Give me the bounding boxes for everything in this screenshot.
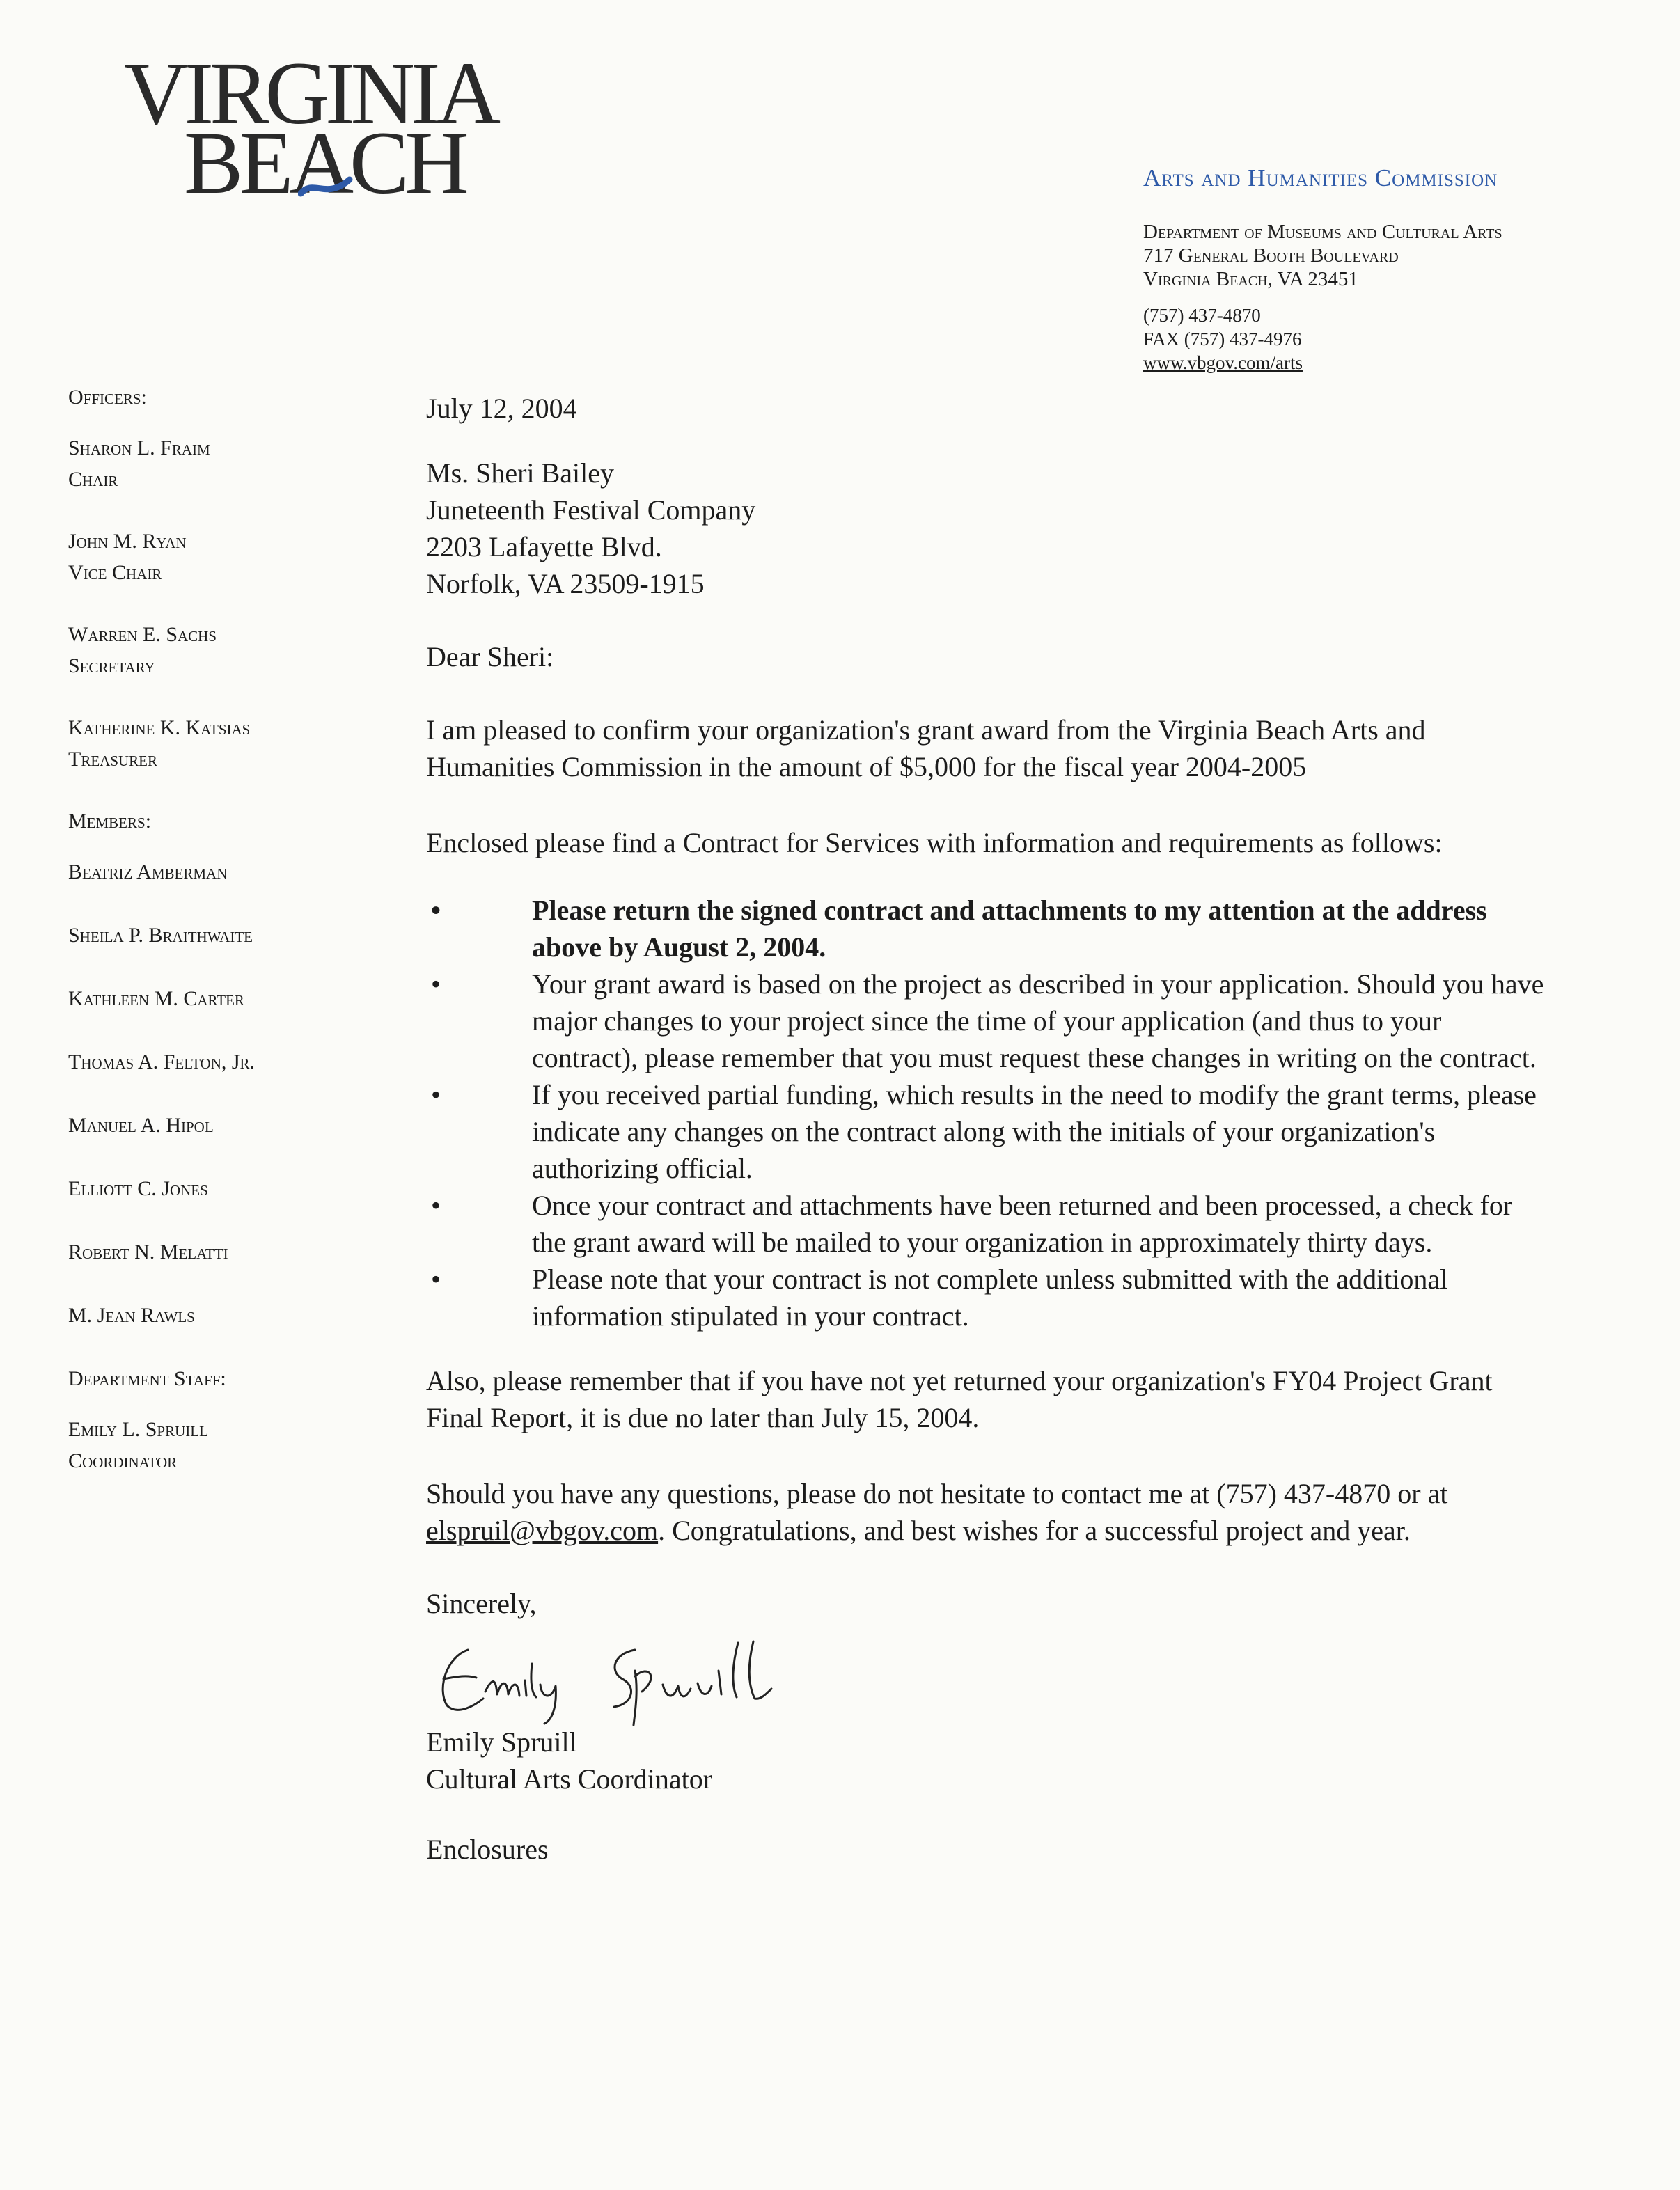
logo-wave-icon: [298, 173, 354, 200]
recipient-line: Ms. Sheri Bailey: [426, 457, 614, 489]
members-heading: Members:: [68, 810, 152, 833]
member-name: Thomas A. Felton, Jr.: [68, 1050, 256, 1073]
officer-entry: [68, 619, 361, 682]
officer-title: Treasurer: [68, 748, 158, 771]
closing: Sincerely,: [426, 1588, 537, 1619]
staff-title: Coordinator: [68, 1449, 178, 1472]
list-item: • Your grant award is based on the project as described in your application. Should you have major changes to your project since the time of your application (and thus to your contract), please remember that you must request these changes in writing on the contract.: [426, 966, 1547, 1076]
email-link[interactable]: elspruil@vbgov.com: [426, 1515, 659, 1546]
paragraph-contact: [426, 1475, 1547, 1549]
salutation: Dear Sheri:: [426, 641, 554, 672]
website-link[interactable]: www.vbgov.com/arts: [1143, 352, 1303, 373]
recipient-line: Juneteenth Festival Company: [426, 494, 756, 526]
recipient-line: Norfolk, VA 23509-1915: [426, 568, 705, 599]
officer-name: John M. Ryan: [68, 530, 187, 553]
member-name: Sheila P. Braithwaite: [68, 924, 253, 947]
contact-block: [1143, 220, 1502, 375]
officer-title: Vice Chair: [68, 561, 162, 584]
signer-title: Cultural Arts Coordinator: [426, 1763, 713, 1795]
logo-line-2: BEACH: [184, 113, 465, 212]
member-name: Elliott C. Jones: [68, 1177, 208, 1200]
officers-heading: Officers:: [68, 386, 147, 409]
member-name: Robert N. Melatti: [68, 1240, 228, 1263]
officer-entry: [68, 526, 361, 588]
list-item: • Please return the signed contract and attachments to my attention at the address above by August 2, 2004.: [426, 892, 1547, 966]
recipient-line: 2203 Lafayette Blvd.: [426, 531, 662, 562]
commission-name: Arts and Humanities Commission: [1143, 164, 1498, 191]
staff-name: Emily L. Spruill: [68, 1418, 208, 1441]
contact-text: Should you have any questions, please do not hesitate to contact me at (757) 437-4870 or at: [426, 1478, 1448, 1509]
officer-entry: [68, 432, 361, 495]
officer-title: Secretary: [68, 654, 155, 677]
staff-entry: [68, 1414, 361, 1476]
virginia-beach-logo: [124, 44, 528, 212]
city-address: Virginia Beach, VA 23451: [1143, 268, 1358, 290]
staff-heading: Department Staff:: [68, 1367, 226, 1390]
handwritten-signature: [426, 1622, 900, 1726]
signature: [426, 1622, 900, 1726]
phone-number: (757) 437-4870: [1143, 305, 1261, 326]
contact-text-end: . Congratulations, and best wishes for a successful project and year.: [658, 1515, 1411, 1546]
department-name: Department of Museums and Cultural Arts: [1143, 221, 1502, 243]
officer-name: Warren E. Sachs: [68, 623, 217, 646]
recipient-address: [426, 455, 1547, 602]
fax-number: FAX (757) 437-4976: [1143, 329, 1302, 349]
paragraph-award: I am pleased to confirm your organization's grant award from the Virginia Beach Arts and Humanities Commission in the amount of $5,000 for the fiscal year 2004-2005: [426, 714, 1426, 782]
list-item: • Please note that your contract is not complete unless submitted with the additional information stipulated in your contract.: [426, 1261, 1547, 1334]
street-address: 717 General Booth Boulevard: [1143, 244, 1399, 267]
officer-name: Katherine K. Katsias: [68, 716, 251, 739]
member-name: Beatriz Amberman: [68, 860, 228, 883]
signer-name: Emily Spruill: [426, 1726, 577, 1758]
officer-title: Chair: [68, 468, 118, 491]
member-name: Manuel A. Hipol: [68, 1114, 214, 1137]
logo-line-1: VIRGINIA: [124, 44, 496, 143]
sidebar-roster: [68, 381, 361, 1507]
paragraph-final-report: Also, please remember that if you have not yet returned your organization's FY04 Project Grant Final Report, it is due no later than July 15, 2004.: [426, 1365, 1493, 1433]
member-name: M. Jean Rawls: [68, 1304, 195, 1327]
letter-date: July 12, 2004: [426, 393, 577, 424]
list-item: • Once your contract and attachments have been returned and been processed, a check for the grant award will be mailed to your organization in approximately thirty days.: [426, 1187, 1547, 1261]
list-item: • If you received partial funding, which results in the need to modify the grant terms, please indicate any changes on the contract along with the initials of your organization's authorizing official.: [426, 1076, 1547, 1187]
paragraph-enclosed: Enclosed please find a Contract for Services with information and requirements as follows:: [426, 827, 1443, 858]
letter-body: [426, 390, 1547, 1868]
officer-entry: [68, 712, 361, 775]
enclosures-note: Enclosures: [426, 1834, 549, 1865]
member-name: Kathleen M. Carter: [68, 987, 244, 1010]
requirements-list: [426, 892, 1547, 1334]
officer-name: Sharon L. Fraim: [68, 436, 210, 459]
